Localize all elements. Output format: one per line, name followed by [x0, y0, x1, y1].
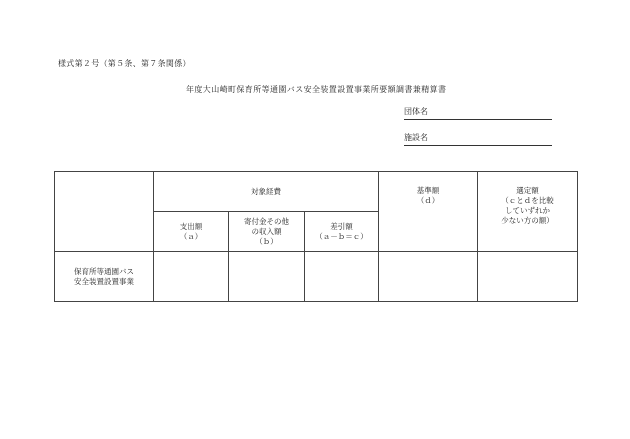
document-title: 年度大山崎町保育所等通園バス安全装置設置事業所要額調書兼精算書 — [186, 85, 447, 94]
facility-field[interactable] — [404, 133, 552, 146]
expense-amount-cell[interactable] — [154, 252, 229, 302]
target-expense-header: 対象経費 — [154, 172, 379, 212]
project-name-cell: 保育所等通園バス 安全装置設置事業 — [55, 252, 154, 302]
selected-amount-cell[interactable] — [478, 252, 578, 302]
selected-amount-header: 選定額 （ｃとｄを比較 していずれか 少ない方の額） — [478, 172, 578, 252]
header-blank-cell — [55, 172, 154, 252]
organization-label: 団体名 — [404, 107, 428, 116]
difference-amount-cell[interactable] — [305, 252, 379, 302]
facility-label: 施設名 — [404, 133, 428, 142]
expense-amount-header: 支出額 （ａ） — [154, 212, 229, 252]
difference-amount-header: 差引額 （ａ－ｂ＝ｃ） — [305, 212, 379, 252]
form-number: 様式第２号（第５条、第７条関係） — [58, 59, 191, 68]
expense-table — [54, 171, 578, 302]
donation-income-cell[interactable] — [229, 252, 305, 302]
standard-amount-cell[interactable] — [379, 252, 478, 302]
table-header-row — [55, 172, 578, 212]
table-row — [55, 252, 578, 302]
organization-field[interactable] — [404, 107, 552, 120]
donation-income-header: 寄付金その他 の収入額 （ｂ） — [229, 212, 305, 252]
standard-amount-header: 基準額 （ｄ） — [379, 172, 478, 252]
